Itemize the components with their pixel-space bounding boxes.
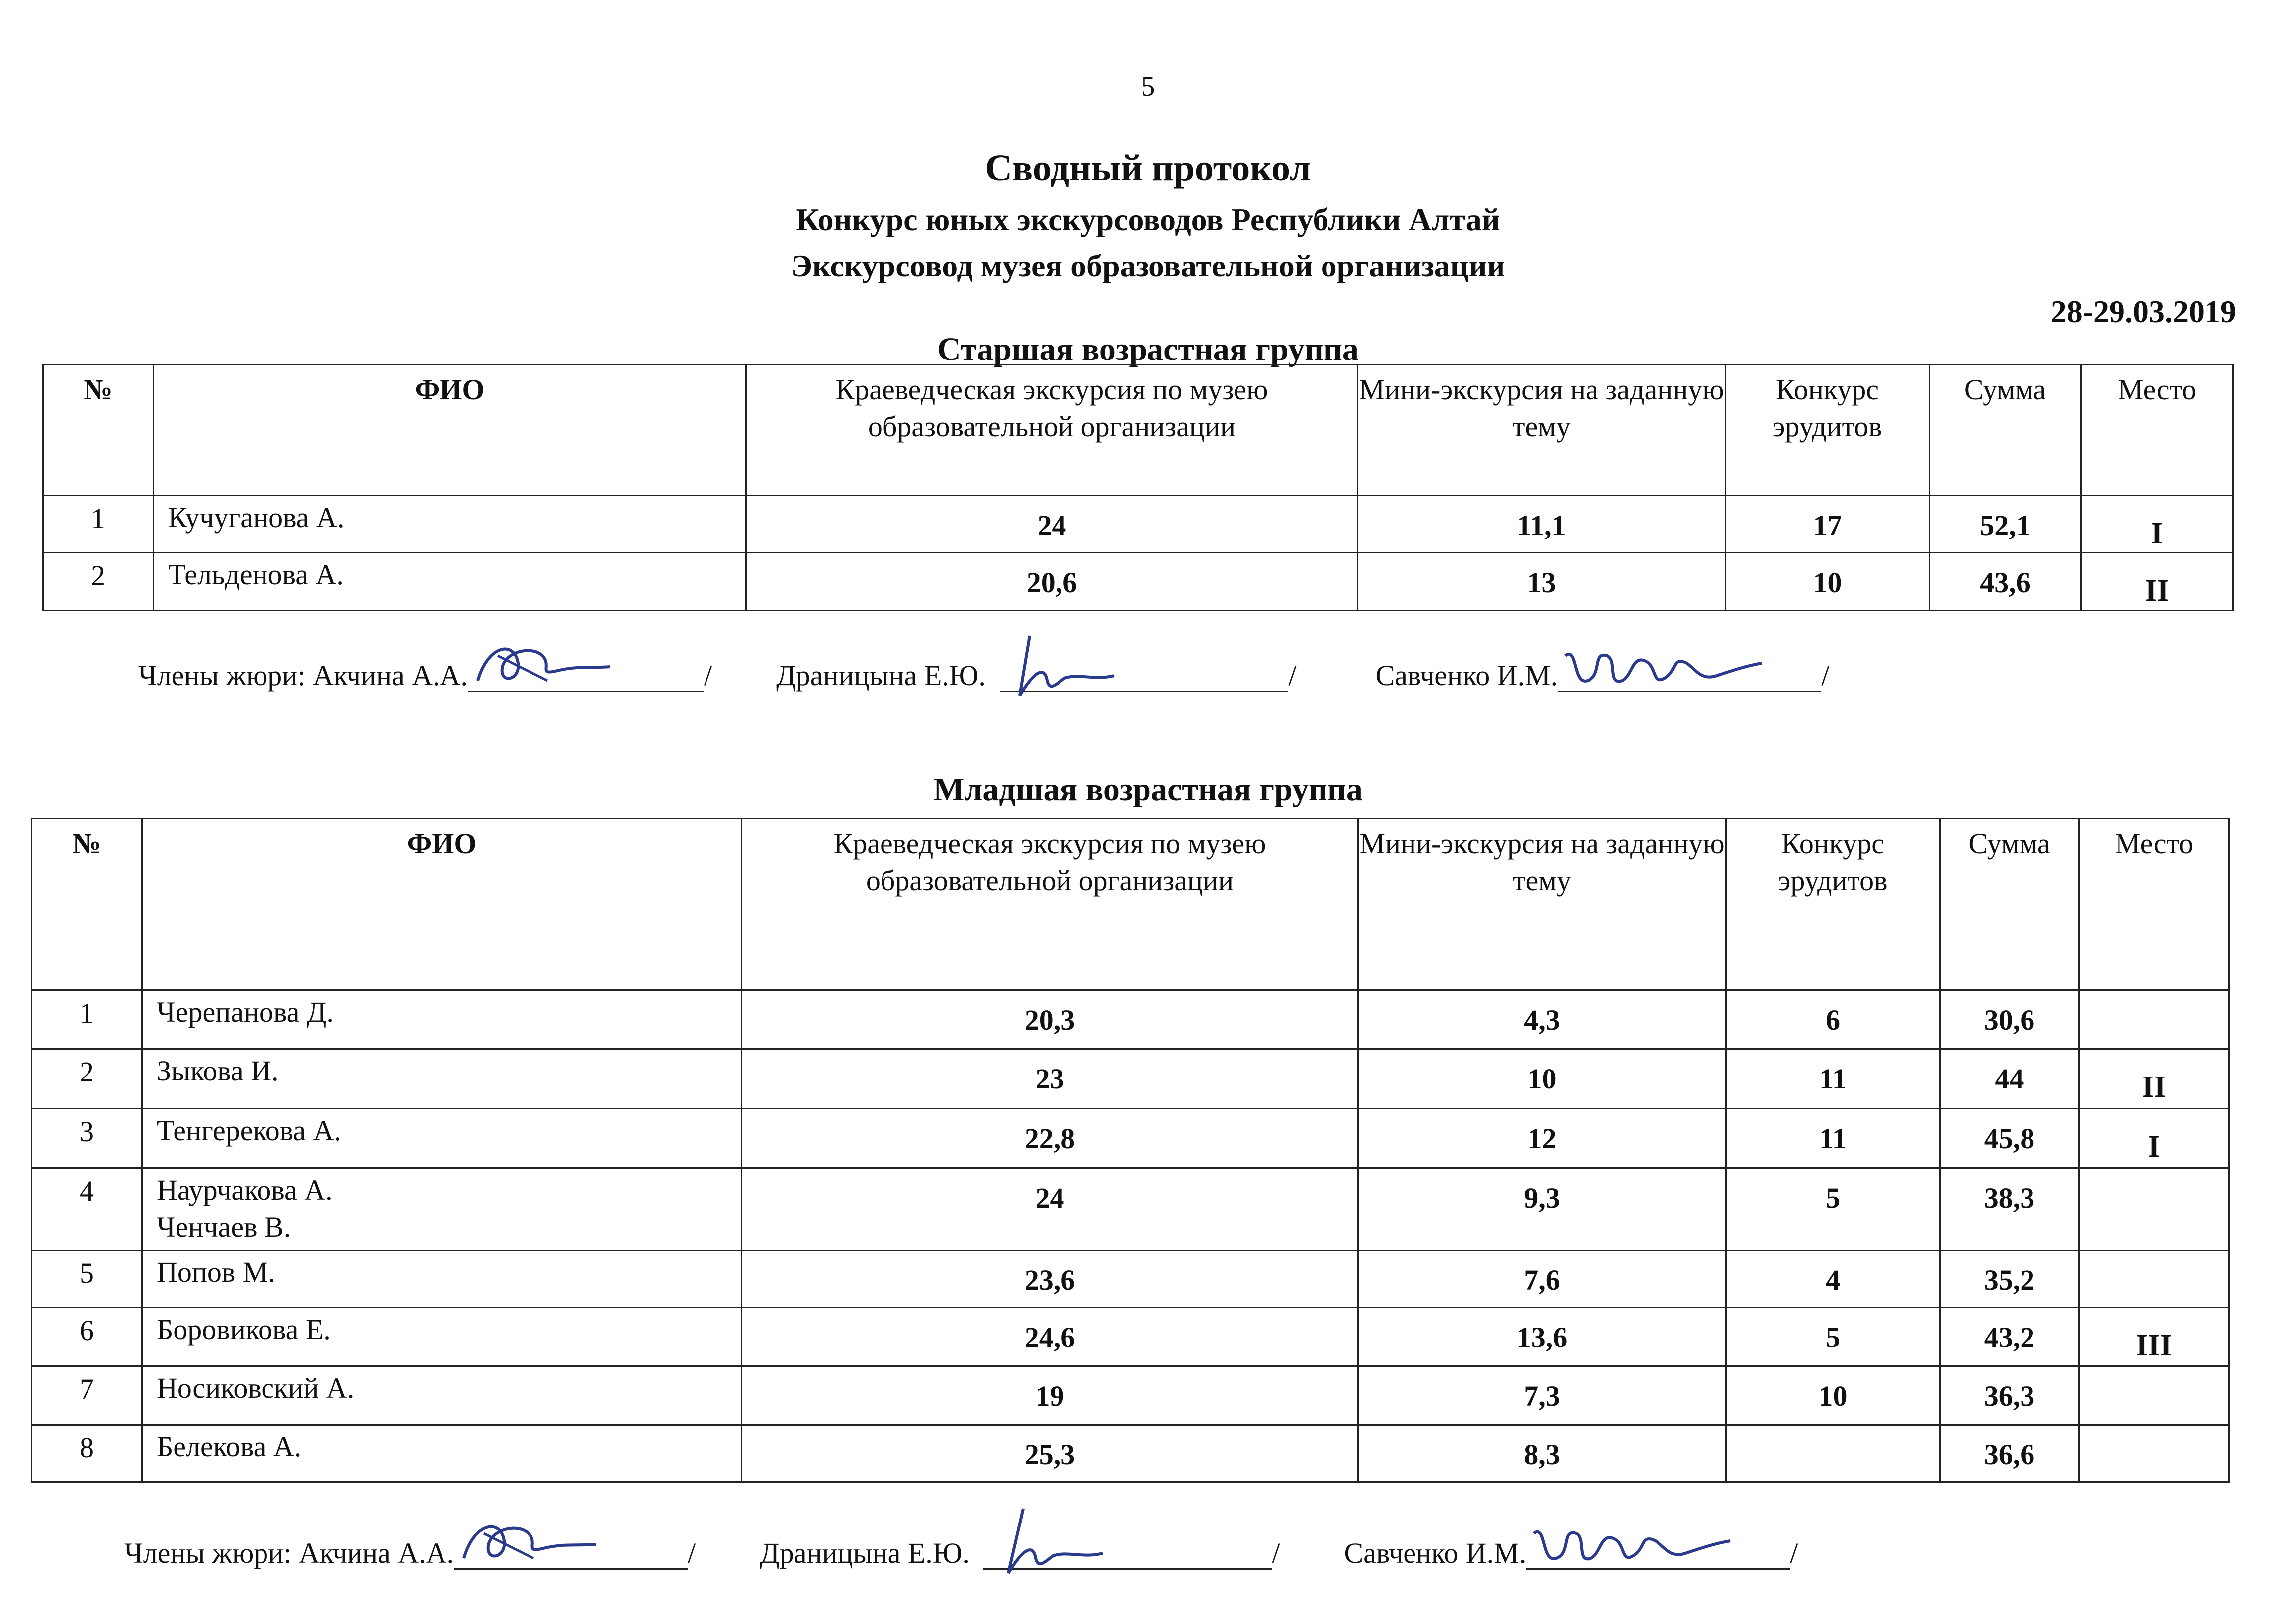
row-summa: 44	[1940, 1049, 2079, 1109]
jury-member-2: Драницына Е.Ю.	[760, 1537, 970, 1569]
senior-results-table	[42, 364, 2234, 611]
row-place: II	[2081, 553, 2233, 611]
row-place	[2079, 990, 2229, 1049]
signature-line	[1000, 661, 1288, 692]
row-name: Носиковский А.	[142, 1366, 742, 1425]
row-kraeved: 20,3	[742, 990, 1358, 1049]
document-date: 28-29.03.2019	[2050, 294, 2236, 329]
jury-label: Члены жюри: Акчина А.А.	[124, 1537, 454, 1569]
row-name: Тельденова А.	[154, 553, 746, 611]
signature-icon	[1526, 1504, 1735, 1578]
header-konkurs: Конкурс эрудитов	[1726, 365, 1930, 496]
table-header-row	[43, 365, 2233, 496]
table-row	[43, 553, 2233, 611]
row-mini: 12	[1358, 1109, 1726, 1168]
row-name: Белекова А.	[142, 1425, 742, 1482]
row-mini: 7,6	[1358, 1251, 1726, 1308]
row-name: Боровикова Е.	[142, 1308, 742, 1366]
row-kraeved: 24	[746, 496, 1358, 553]
row-konkurs: 11	[1726, 1049, 1940, 1109]
row-name-line-2: Ченчаев В.	[157, 1211, 291, 1243]
row-konkurs: 6	[1726, 990, 1940, 1049]
header-summa: Сумма	[1940, 819, 2079, 990]
row-mini: 10	[1358, 1049, 1726, 1109]
row-summa: 36,6	[1940, 1425, 2079, 1482]
jury-signatures-senior	[138, 659, 1829, 692]
row-kraeved: 19	[742, 1366, 1358, 1425]
row-konkurs: 10	[1726, 553, 1930, 611]
row-name: Черепанова Д.	[142, 990, 742, 1049]
row-konkurs: 5	[1726, 1308, 1940, 1366]
document-subtitle-contest: Конкурс юных экскурсоводов Республики Алтай	[796, 202, 1500, 237]
row-num: 5	[32, 1251, 142, 1308]
row-num: 8	[32, 1425, 142, 1482]
header-fio: ФИО	[142, 819, 742, 990]
signature-line	[454, 1538, 688, 1570]
table-row	[32, 1425, 2229, 1482]
header-konkurs: Конкурс эрудитов	[1726, 819, 1940, 990]
table-row	[32, 1251, 2229, 1308]
jury-member-3: Савченко И.М.	[1375, 659, 1558, 692]
row-konkurs	[1726, 1425, 1940, 1482]
signature-icon	[468, 626, 617, 701]
signature-line	[983, 1538, 1272, 1570]
row-konkurs: 10	[1726, 1366, 1940, 1425]
row-kraeved: 23,6	[742, 1251, 1358, 1308]
row-mini: 7,3	[1358, 1366, 1726, 1425]
signature-icon	[983, 1504, 1113, 1583]
slash: /	[688, 1537, 696, 1569]
slash: /	[1288, 659, 1297, 692]
row-place: III	[2079, 1308, 2229, 1366]
row-konkurs: 17	[1726, 496, 1930, 553]
signature-icon	[1558, 626, 1766, 701]
row-name: Кучуганова А.	[154, 496, 746, 553]
row-mini: 13,6	[1358, 1308, 1726, 1366]
row-place	[2079, 1366, 2229, 1425]
row-place: I	[2081, 496, 2233, 553]
row-num: 1	[32, 990, 142, 1049]
row-kraeved: 24,6	[742, 1308, 1358, 1366]
row-mini: 9,3	[1358, 1168, 1726, 1251]
signature-line	[468, 661, 704, 692]
signature-icon	[1000, 626, 1129, 706]
junior-results-table	[31, 818, 2230, 1483]
row-num: 6	[32, 1308, 142, 1366]
document-title: Сводный протокол	[985, 147, 1311, 189]
row-name: Зыкова И.	[142, 1049, 742, 1109]
jury-signatures-junior	[124, 1536, 1798, 1570]
row-summa: 45,8	[1940, 1109, 2079, 1168]
row-mini: 13	[1358, 553, 1726, 611]
table-row	[32, 1109, 2229, 1168]
row-summa: 43,2	[1940, 1308, 2079, 1366]
row-num: 1	[43, 496, 154, 553]
row-konkurs: 11	[1726, 1109, 1940, 1168]
row-summa: 30,6	[1940, 990, 2079, 1049]
table-row	[43, 496, 2233, 553]
row-kraeved: 25,3	[742, 1425, 1358, 1482]
row-name: Попов М.	[142, 1251, 742, 1308]
table-row	[32, 990, 2229, 1049]
row-mini: 11,1	[1358, 496, 1726, 553]
row-name-line-1: Наурчакова А.	[157, 1174, 333, 1206]
row-place: II	[2079, 1049, 2229, 1109]
row-kraeved: 22,8	[742, 1109, 1358, 1168]
row-num: 2	[43, 553, 154, 611]
signature-line	[1526, 1538, 1790, 1570]
row-place: I	[2079, 1109, 2229, 1168]
header-mesto: Место	[2079, 819, 2229, 990]
header-mini: Мини-экскурсия на заданную тему	[1358, 819, 1726, 990]
header-kraeved: Краеведческая экскурсия по музею образовательной организации	[746, 365, 1358, 496]
slash: /	[1821, 659, 1830, 692]
row-name: Тенгерекова А.	[142, 1109, 742, 1168]
row-mini: 8,3	[1358, 1425, 1726, 1482]
table-row	[32, 1049, 2229, 1109]
row-summa: 52,1	[1930, 496, 2081, 553]
table-row	[32, 1308, 2229, 1366]
row-num: 3	[32, 1109, 142, 1168]
row-kraeved: 20,6	[746, 553, 1358, 611]
document-subtitle-category: Экскурсовод музея образовательной организации	[791, 248, 1505, 283]
header-fio: ФИО	[154, 365, 746, 496]
header-summa: Сумма	[1930, 365, 2081, 496]
header-mini: Мини-экскурсия на заданную тему	[1358, 365, 1726, 496]
table-header-row	[32, 819, 2229, 990]
row-summa: 43,6	[1930, 553, 2081, 611]
row-summa: 35,2	[1940, 1251, 2079, 1308]
table-row	[32, 1366, 2229, 1425]
page-number: 5	[1141, 70, 1155, 102]
junior-group-title: Младшая возрастная группа	[933, 771, 1363, 808]
row-mini: 4,3	[1358, 990, 1726, 1049]
row-place	[2079, 1425, 2229, 1482]
row-kraeved: 24	[742, 1168, 1358, 1251]
slash: /	[1790, 1537, 1798, 1569]
row-kraeved: 23	[742, 1049, 1358, 1109]
slash: /	[1272, 1537, 1280, 1569]
signature-icon	[454, 1504, 603, 1578]
row-konkurs: 4	[1726, 1251, 1940, 1308]
header-mesto: Место	[2081, 365, 2233, 496]
senior-group-title: Старшая возрастная группа	[937, 331, 1359, 367]
table-row	[32, 1168, 2229, 1251]
row-konkurs: 5	[1726, 1168, 1940, 1251]
row-summa: 36,3	[1940, 1366, 2079, 1425]
jury-member-3: Савченко И.М.	[1344, 1537, 1527, 1569]
jury-member-2: Драницына Е.Ю.	[776, 659, 986, 692]
header-num: №	[32, 819, 142, 990]
row-summa: 38,3	[1940, 1168, 2079, 1251]
slash: /	[704, 659, 712, 692]
row-name	[142, 1168, 742, 1251]
signature-line	[1558, 661, 1821, 692]
row-num: 7	[32, 1366, 142, 1425]
jury-label: Члены жюри: Акчина А.А.	[138, 659, 468, 692]
header-kraeved: Краеведческая экскурсия по музею образовательной организации	[742, 819, 1358, 990]
row-place	[2079, 1168, 2229, 1251]
row-num: 2	[32, 1049, 142, 1109]
header-num: №	[43, 365, 154, 496]
row-num: 4	[32, 1168, 142, 1251]
row-place	[2079, 1251, 2229, 1308]
